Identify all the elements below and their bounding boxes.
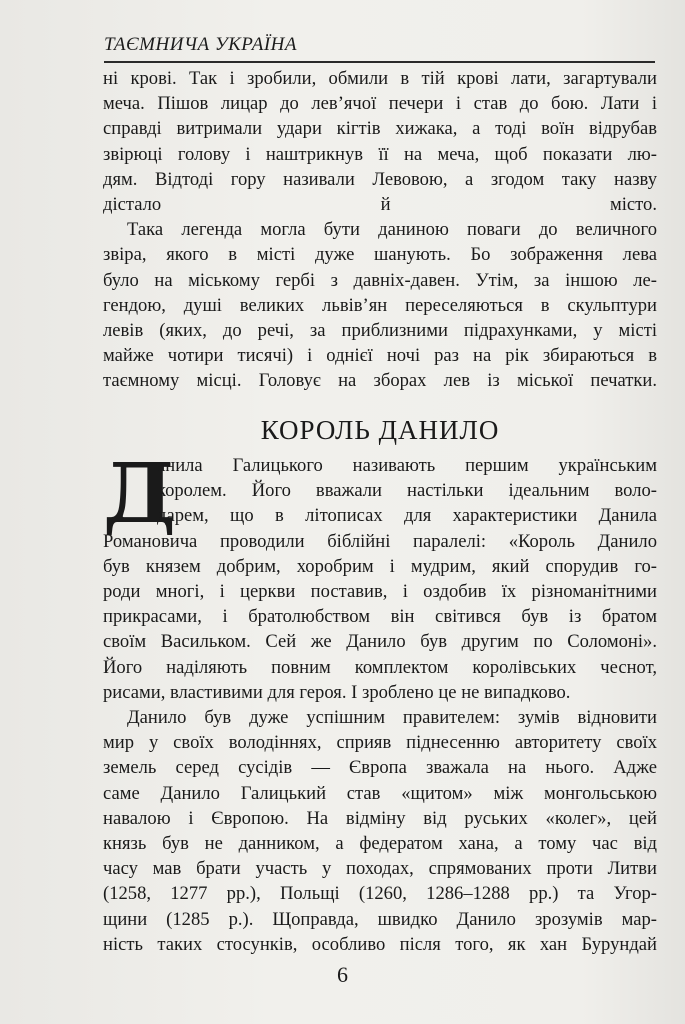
text-line: саме Данило Галицький став «щитом» між монгольською: [103, 782, 657, 804]
paragraph-4: [103, 705, 657, 957]
text-line: мир у своїх володіннях, сприяв піднесенню авторитету своїх: [103, 732, 657, 754]
text-line: ність таких стосунків, особливо після того, як хан Бурундай: [103, 933, 657, 955]
text-line: гендою, душі великих львів’ян переселяються в скульптури: [103, 294, 657, 316]
text-line: Романовича проводили біблійні паралелі: «Король Данило: [103, 530, 657, 552]
section-title: КОРОЛЬ ДАНИЛО: [260, 415, 500, 445]
text-line: князь був не данником, а федератом хана, а тому час від: [103, 833, 657, 855]
text-line: Така легенда могла бути даниною поваги до величного: [127, 219, 657, 241]
text-line: дям. Відтоді гору називали Левовою, а згодом таку назву: [103, 168, 657, 190]
text-line: прикрасами, і братолюбством він світився був із братом: [103, 606, 657, 628]
text-block-lower: [103, 446, 657, 957]
paragraph-2: [103, 217, 657, 393]
text-line: звіра, якого в місті дуже шанують. Бо зображення лева: [103, 244, 657, 266]
text-line: Данило був дуже успішним правителем: зумів відновити: [127, 707, 657, 729]
text-line: дістало й місто.: [103, 194, 657, 216]
running-head: ТАЄМНИЧА УКРАЇНА: [104, 34, 297, 55]
text-line: Його наділяють повним комплектом королівських чеснот,: [103, 656, 657, 678]
drop-cap: Д: [103, 446, 176, 542]
text-line: ні крові. Так і зробили, обмили в тій крові лати, загартували: [103, 68, 657, 89]
text-line: щини (1285 р.). Щоправда, швидко Данило зрозумів мар-: [103, 908, 657, 930]
text-line: справді витримали удари кігтів хижака, а тоді воїн відрубав: [103, 118, 657, 140]
header-rule: [104, 61, 655, 63]
text-line: рисами, властивими для героя. І зроблено це не випадково.: [103, 681, 571, 703]
text-line: звірюці голову і наштрикнув її на меча, щоб показати лю-: [103, 143, 657, 165]
text-line: (1258, 1277 рр.), Польщі (1260, 1286–1288 рр.) та Угор-: [103, 883, 657, 905]
text-line: майже чотири тисячі) і однієї ночі раз на рік збираються в: [103, 345, 657, 367]
page-number: 6: [337, 962, 348, 987]
text-line: анила Галицького називають першим українським: [157, 455, 657, 476]
paragraph-1: [103, 66, 657, 217]
text-line: королем. Його вважали настільки ідеальним воло-: [157, 480, 657, 502]
text-line: роди многі, і церкви поставив, і оздобив їх різноманітними: [103, 581, 657, 603]
text-block-upper: [103, 66, 657, 394]
text-line: земель серед сусідів — Європа зважала на нього. Адже: [103, 757, 657, 779]
text-line: був князем добрим, хоробрим і мудрим, який спорудив го-: [103, 555, 657, 577]
text-line: навалою і Європою. На відміну від руських «колег», цей: [103, 807, 657, 829]
text-line: меча. Пішов лицар до лев’ячої печери і став до бою. Лати і: [103, 93, 657, 115]
paragraph-3: [103, 446, 657, 705]
text-line: дарем, що в літописах для характеристики Данила: [157, 505, 657, 527]
text-line: було на міському гербі з давніх-давен. Утім, за іншою ле-: [103, 269, 657, 291]
text-line: левів (яких, до речі, за приблизними підрахунками, у місті: [103, 320, 657, 342]
text-line: своїм Васильком. Сей же Данило був другим по Соломоні».: [103, 631, 657, 653]
text-line: таємному місці. Головує на зборах лев із міської печатки.: [103, 370, 657, 392]
text-line: часу мав брати участь у походах, спрямованих проти Литви: [103, 858, 657, 880]
